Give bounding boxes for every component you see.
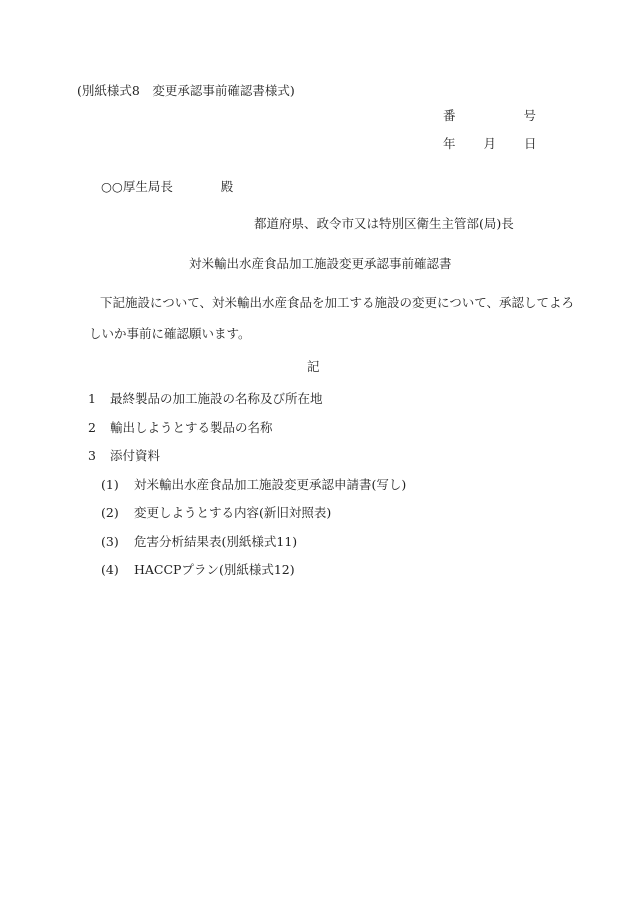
- form-label: (別紙様式8 変更承認事前確認書様式): [77, 83, 295, 98]
- body-line-1: 下記施設について、対米輸出水産食品を加工する施設の変更について、承認してよろ: [100, 295, 575, 310]
- date-month: 月: [483, 136, 496, 151]
- attachment-number: (4): [101, 562, 119, 577]
- item-number: 1: [88, 391, 96, 406]
- date-year: 年: [443, 136, 456, 151]
- item-number: 2: [88, 420, 96, 435]
- number-label-a: 番: [443, 108, 456, 123]
- attachment-number: (1): [101, 477, 119, 492]
- attachment-text: HACCPプラン(別紙様式12): [133, 562, 295, 577]
- attachment-item: [101, 534, 297, 550]
- document-title: 対米輸出水産食品加工施設変更承認事前確認書: [189, 256, 452, 271]
- attachment-item: [101, 505, 331, 521]
- attachment-number: (2): [101, 505, 119, 520]
- list-item: [88, 448, 160, 464]
- item-number: 3: [88, 448, 96, 463]
- list-item: [88, 391, 323, 407]
- list-item: [88, 420, 273, 436]
- attachment-item: [101, 477, 406, 493]
- number-label: [443, 108, 536, 124]
- attachment-text: 変更しようとする内容(新旧対照表): [133, 505, 332, 520]
- addressee-name: ○○厚生局長: [101, 179, 173, 194]
- date-line: [443, 136, 536, 152]
- attachment-item: [101, 562, 295, 578]
- body-line-2: しいか事前に確認願います。: [89, 326, 251, 341]
- sender: 都道府県、政令市又は特別区衛生主管部(局)長: [254, 216, 514, 231]
- attachment-text: 危害分析結果表(別紙様式11): [133, 534, 298, 549]
- ki-heading: 記: [307, 359, 320, 374]
- attachment-number: (3): [101, 534, 119, 549]
- item-text: 添付資料: [109, 448, 160, 463]
- item-text: 最終製品の加工施設の名称及び所在地: [109, 391, 323, 406]
- addressee-honorific: 殿: [220, 179, 234, 194]
- date-day: 日: [523, 136, 537, 151]
- attachment-text: 対米輸出水産食品加工施設変更承認申請書(写し): [133, 477, 407, 492]
- addressee: [101, 179, 233, 195]
- number-label-b: 号: [523, 108, 536, 123]
- item-text: 輸出しようとする製品の名称: [109, 420, 273, 435]
